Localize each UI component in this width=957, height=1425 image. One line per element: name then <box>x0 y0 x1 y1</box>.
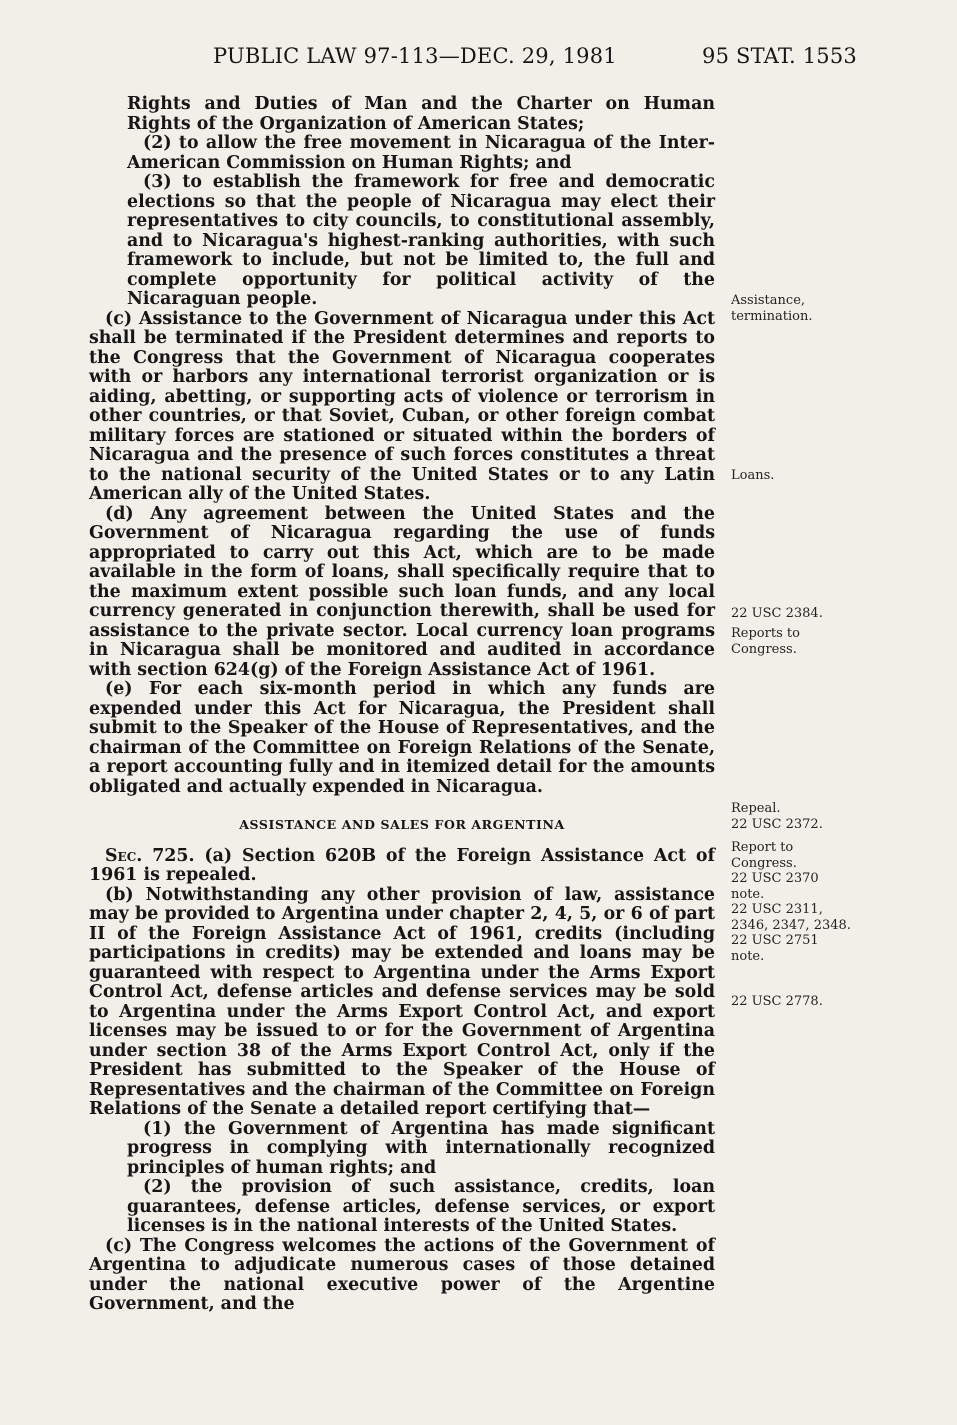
paragraph-d-loans: (d) Any agreement between the United States and the Government of Nicaragua regarding the use of funds appropriated to carry out this Act, which are to be made available in the form of loans, shall specifically require that to the maximum extent possible such loan funds, and any local currency generated in conjunction therewith, shall be used for assistance to the private sector. Local currency loan programs in Nicaragua shall be monitored and audited in accordance with section 624(g) of the Foreign Assistance Act of 1961. <box>89 503 715 680</box>
section-heading: ASSISTANCE AND SALES FOR ARGENTINA <box>239 817 565 832</box>
paragraph-item-2-interests: (2) the provision of such assistance, credits, loan guarantees, defense articles, defense services, or export licenses is in the national interests of the United States. <box>127 1177 715 1236</box>
note-line: 22 USC 2372. <box>731 816 823 832</box>
paragraph-sec-725a <box>89 847 715 886</box>
paragraph-c-termination: (c) Assistance to the Government of Nicaragua under this Act shall be terminated if the President determines and reports to the Congress that the Government of Nicaragua cooperates with or harbors any international terrorist organization or is aiding, abetting, or supporting acts of violence or terrorism in other countries, or that Soviet, Cuban, or other foreign combat military forces are stationed or situated within the borders of Nicaragua and the presence of such forces constitutes a threat to the national security of the United States or to any Latin American ally of the United States. <box>89 308 715 504</box>
note-repeal <box>731 801 823 832</box>
paragraph-e-reports: (e) For each six-month period in which any funds are expended under this Act for Nicaragua, the President shall submit to the Speaker of the House of Representatives, and the chairman of the Committee on Foreign Relations of the Senate, a report accounting fully and in itemized detail for the amounts obligated and actually expended in Nicaragua. <box>89 679 715 797</box>
body-text <box>89 95 715 1315</box>
note-loans <box>731 468 774 484</box>
note-line: 2346, 2347, 2348. <box>731 917 851 933</box>
paragraph-charter-cont: Rights and Duties of Man and the Charter on Human Rights of the Organization of American States; <box>127 94 715 134</box>
note-line: 22 USC 2751 <box>731 933 819 948</box>
note-line: 22 USC 2384. <box>731 606 823 621</box>
paragraph-item-2: (2) to allow the free movement in Nicaragua of the Inter-American Commission on Human Rights; and <box>127 133 715 173</box>
note-usc-2384 <box>731 606 823 622</box>
note-line: note. <box>731 886 765 902</box>
paragraph-b-argentina: (b) Notwithstanding any other provision of law, assistance may be provided to Argentina under chapter 2, 4, 5, or 6 of part II of the Foreign Assistance Act of 1961, credits (including participations in credits) may be extended and loans may be guaranteed with respect to Argentina under the Arms Export Control Act, defense articles and defense services may be sold to Argentina under the Arms Export Control Act, and export licenses may be issued to or for the Government of Argentina under section 38 of the Arms Export Control Act, only if the President has submitted to the Speaker of the House of Representatives and the chairman of the Committee on Foreign Relations of the Senate a detailed report certifying that— <box>89 884 715 1119</box>
note-line: Report to <box>731 840 794 855</box>
note-report-to-congress <box>731 840 851 964</box>
paragraph-item-3: (3) to establish the framework for free and democratic elections so that the people of Nicaragua may elect their representatives to city councils, to constitutional assembly, and to Nicaragua's highest-ranking authorities, with such framework to include, but not be limited to, the full and complete opportunity for political activity of the Nicaraguan people. <box>127 172 715 309</box>
note-line: Repeal. <box>731 801 781 816</box>
paragraph-c-congress: (c) The Congress welcomes the actions of the Government of Argentina to adjudicate numerous cases of those detained under the national executive power of the Argentine Government, and the <box>89 1235 715 1314</box>
note-line: Assistance, <box>731 293 806 308</box>
note-line: 22 USC 2370 <box>731 871 819 886</box>
sec-label: Sec. <box>105 845 143 866</box>
note-line: Congress. <box>731 641 797 657</box>
note-line: termination. <box>731 308 813 324</box>
page-header <box>0 44 957 72</box>
paragraph-item-1-progress: (1) the Government of Argentina has made significant progress in complying with internationally recognized principles of human rights; and <box>127 1118 715 1178</box>
header-stat-page: 95 STAT. 1553 <box>702 44 857 68</box>
note-line: Congress. <box>731 855 797 871</box>
note-line: 22 USC 2778. <box>731 994 823 1009</box>
note-line: note. <box>731 948 765 964</box>
note-line: Loans. <box>731 468 775 483</box>
note-line: Reports to <box>731 626 800 641</box>
note-usc-2778 <box>731 994 823 1010</box>
note-line: 22 USC 2311, <box>731 902 823 917</box>
note-assistance-termination <box>731 293 812 324</box>
header-law-citation: PUBLIC LAW 97-113—DEC. 29, 1981 <box>213 44 617 68</box>
sec-725a-text: 725. (a) Section 620B of the Foreign Assistance Act of 1961 is repealed. <box>89 845 715 885</box>
note-reports-to-congress <box>731 626 800 657</box>
